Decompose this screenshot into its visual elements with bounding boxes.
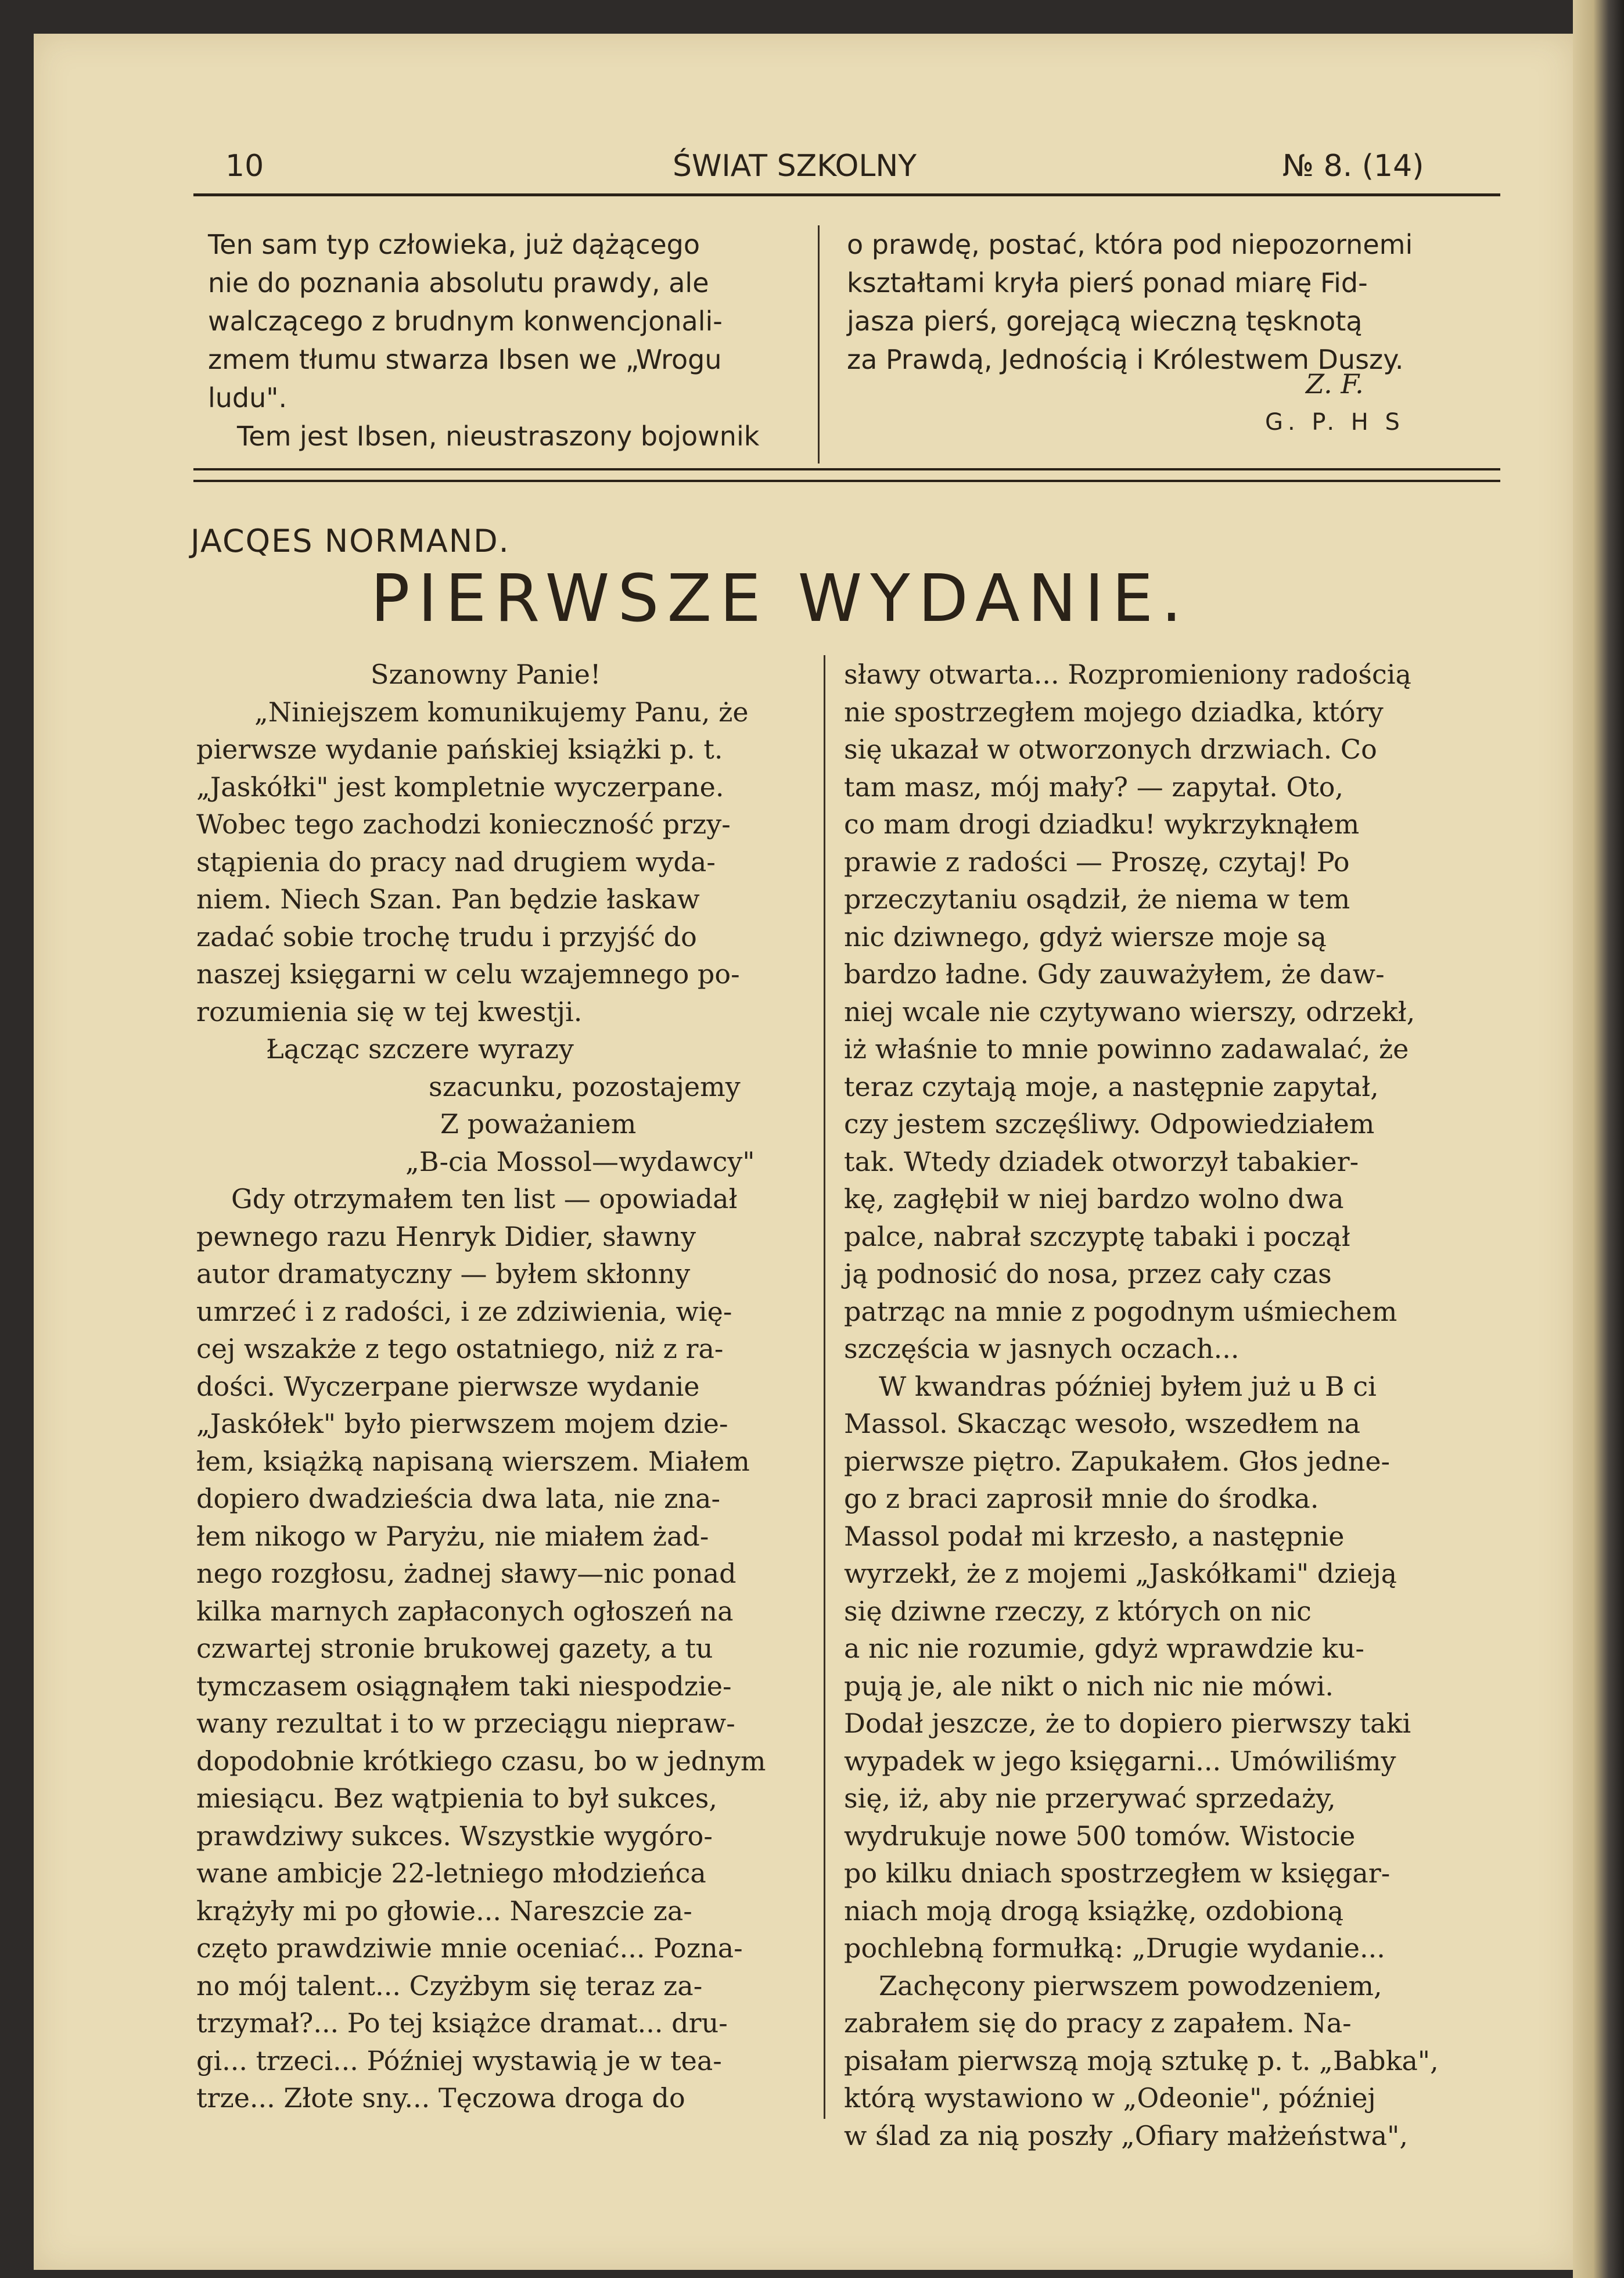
text-line: kształtami kryła pierś ponad miarę Fid- xyxy=(847,267,1368,299)
text-line: Zachęcony pierwszem powodzeniem, xyxy=(879,1970,1382,2002)
text-line: po kilku dniach spostrzegłem w księgar- xyxy=(844,1857,1391,1889)
text-line: palce, nabrał szczyptę tabaki i począł xyxy=(844,1220,1350,1252)
text-line: Wobec tego zachodzi konieczność przy- xyxy=(196,809,731,840)
text-line: w ślad za nią poszły „Ofiary małżeństwa", xyxy=(844,2119,1408,2151)
journal-title: ŚWIAT SZKOLNY xyxy=(673,149,917,184)
text-line: Massol podał mi krzesło, a następnie xyxy=(844,1520,1345,1552)
text-line: cej wszakże z tego ostatniego, niż z ra- xyxy=(196,1333,724,1364)
signature-note: G. P. H S xyxy=(1265,409,1404,436)
text-line: dopiero dwadzieścia dwa lata, nie zna- xyxy=(196,1483,720,1514)
text-line: szczęścia w jasnych oczach... xyxy=(844,1333,1239,1364)
text-line: autor dramatyczny — byłem skłonny xyxy=(196,1258,691,1289)
text-line: Łącząc szczere wyrazy xyxy=(266,1033,574,1065)
text-line: zadać sobie trochę trudu i przyjść do xyxy=(196,921,697,953)
text-line: dości. Wyczerpane pierwsze wydanie xyxy=(196,1370,700,1402)
text-line: niej wcale nie czytywano wierszy, odrzekł, xyxy=(844,996,1415,1027)
article-title: PIERWSZE WYDANIE. xyxy=(371,561,1190,637)
text-line: tak. Wtedy dziadek otworzył tabakier- xyxy=(844,1145,1359,1177)
text-line: Ten sam typ człowieka, już dążącego xyxy=(208,229,700,260)
text-line: niach moją drogą książkę, ozdobioną xyxy=(844,1895,1344,1927)
text-line: o prawdę, postać, która pod niepozornemi xyxy=(847,229,1413,260)
text-line: Dodał jeszcze, że to dopiero pierwszy taki xyxy=(844,1708,1411,1739)
text-line: prawdziwy sukces. Wszystkie wygóro- xyxy=(196,1820,713,1852)
issue-number: № 8. (14) xyxy=(1282,149,1424,184)
text-line: no mój talent... Czyżbym się teraz za- xyxy=(196,1970,703,2002)
text-line: co mam drogi dziadku! wykrzyknąłem xyxy=(844,809,1360,840)
text-line: miesiącu. Bez wątpienia to był sukces, xyxy=(196,1783,717,1814)
text-line: sławy otwarta... Rozpromieniony radością xyxy=(844,659,1411,690)
text-line: nego rozgłosu, żadnej sławy—nic ponad xyxy=(196,1558,736,1589)
text-line: częto prawdziwie mnie oceniać... Pozna- xyxy=(196,1932,743,1964)
text-line: zmem tłumu stwarza Ibsen we „Wrogu xyxy=(208,344,722,375)
text-line: wany rezultat i to w przeciągu niepraw- xyxy=(196,1708,735,1739)
text-line: ją podnosić do nosa, przez cały czas xyxy=(844,1258,1332,1289)
text-line: pierwsze wydanie pańskiej książki p. t. xyxy=(196,734,723,765)
text-line: wane ambicje 22-letniego młodzieńca xyxy=(196,1857,706,1889)
text-line: Szanowny Panie! xyxy=(371,659,601,690)
text-line: pierwsze piętro. Zapukałem. Głos jedne- xyxy=(844,1445,1391,1477)
text-line: Massol. Skacząc wesoło, wszedłem na xyxy=(844,1408,1361,1439)
text-line: nic dziwnego, gdyż wiersze moje są xyxy=(844,921,1327,953)
page-number: 10 xyxy=(225,149,264,184)
text-line: kę, zagłębił w niej bardzo wolno dwa xyxy=(844,1183,1344,1215)
column-divider xyxy=(818,225,820,463)
text-line: zabrałem się do pracy z zapałem. Na- xyxy=(844,2007,1352,2039)
text-line: teraz czytają moje, a następnie zapytał, xyxy=(844,1070,1379,1102)
header-rule xyxy=(193,193,1500,196)
section-rule-top xyxy=(193,468,1500,470)
text-line: się, iż, aby nie przerywać sprzedaży, xyxy=(844,1783,1336,1814)
signature: Z. F. xyxy=(1306,368,1364,400)
text-line: pochlebną formułką: „Drugie wydanie... xyxy=(844,1932,1385,1964)
text-line: W kwandras później byłem już u B ci xyxy=(879,1370,1377,1402)
text-line: gi... trzeci... Później wystawią je w tea- xyxy=(196,2045,722,2076)
text-line: którą wystawiono w „Odeonie", później xyxy=(844,2082,1376,2114)
text-line: dopodobnie krótkiego czasu, bo w jednym xyxy=(196,1745,766,1777)
text-line: a nic nie rozumie, gdyż wprawdzie ku- xyxy=(844,1633,1364,1664)
text-line: się ukazał w otworzonych drzwiach. Co xyxy=(844,734,1377,765)
text-line: pewnego razu Henryk Didier, sławny xyxy=(196,1220,696,1252)
text-line: nie spostrzegłem mojego dziadka, który xyxy=(844,696,1384,728)
text-line: prawie z radości — Proszę, czytaj! Po xyxy=(844,846,1350,878)
article-author: JACQES NORMAND. xyxy=(191,523,510,559)
text-line: wyrzekł, że z mojemi „Jaskółkami" dzieją xyxy=(844,1558,1397,1589)
text-line: naszej księgarni w celu wzajemnego po- xyxy=(196,958,740,990)
text-line: „Jaskółki" jest kompletnie wyczerpane. xyxy=(196,771,724,803)
text-line: „B-cia Mossol—wydawcy" xyxy=(405,1145,755,1177)
text-line: tam masz, mój mały? — zapytał. Oto, xyxy=(844,771,1344,803)
text-line: wydrukuje nowe 500 tomów. Wistocie xyxy=(844,1820,1356,1852)
text-line: bardzo ładne. Gdy zauważyłem, że daw- xyxy=(844,958,1385,990)
text-line: czwartej stronie brukowej gazety, a tu xyxy=(196,1633,713,1664)
text-line: walczącego z brudnym konwencjonali- xyxy=(208,306,723,337)
column-divider xyxy=(824,655,825,2119)
text-line: „Jaskółek" było pierwszem mojem dzie- xyxy=(196,1408,728,1439)
text-line: szacunku, pozostajemy xyxy=(429,1070,741,1102)
text-line: „Niniejszem komunikujemy Panu, że xyxy=(254,696,749,728)
text-line: umrzeć i z radości, i ze zdziwienia, wię- xyxy=(196,1295,732,1327)
section-rule-bottom xyxy=(193,480,1500,482)
book-spine xyxy=(1573,0,1624,2278)
text-line: się dziwne rzeczy, z których on nic xyxy=(844,1595,1312,1627)
text-line: stąpienia do pracy nad drugiem wyda- xyxy=(196,846,716,878)
text-line: krążyły mi po głowie... Nareszcie za- xyxy=(196,1895,692,1927)
text-line: patrząc na mnie z pogodnym uśmiechem xyxy=(844,1295,1397,1327)
text-line: rozumienia się w tej kwestji. xyxy=(196,996,583,1027)
text-line: jasza pierś, gorejącą wieczną tęsknotą xyxy=(847,306,1363,337)
text-line: wypadek w jego księgarni... Umówiliśmy xyxy=(844,1745,1396,1777)
text-line: ludu". xyxy=(208,382,288,414)
text-line: Z poważaniem xyxy=(440,1108,637,1140)
text-line: Tem jest Ibsen, nieustraszony bojownik xyxy=(237,421,760,452)
text-line: przeczytaniu osądził, że niema w tem xyxy=(844,883,1350,915)
text-line: trze... Złote sny... Tęczowa droga do xyxy=(196,2082,685,2114)
text-line: iż właśnie to mnie powinno zadawalać, że xyxy=(844,1033,1409,1065)
text-line: Gdy otrzymałem ten list — opowiadał xyxy=(231,1183,738,1215)
text-line: niem. Niech Szan. Pan będzie łaskaw xyxy=(196,883,700,915)
text-line: pisałam pierwszą moją sztukę p. t. „Babka", xyxy=(844,2045,1439,2076)
text-line: nie do poznania absolutu prawdy, ale xyxy=(208,267,709,299)
text-line: łem, książką napisaną wierszem. Miałem xyxy=(196,1445,750,1477)
text-line: trzymał?... Po tej książce dramat... dru- xyxy=(196,2007,728,2039)
text-line: łem nikogo w Paryżu, nie miałem żad- xyxy=(196,1520,709,1552)
text-line: tymczasem osiągnąłem taki niespodzie- xyxy=(196,1670,732,1702)
text-line: czy jestem szczęśliwy. Odpowiedziałem xyxy=(844,1108,1375,1140)
text-line: pują je, ale nikt o nich nic nie mówi. xyxy=(844,1670,1334,1702)
text-line: kilka marnych zapłaconych ogłoszeń na xyxy=(196,1595,734,1627)
text-line: go z braci zaprosił mnie do środka. xyxy=(844,1483,1319,1514)
page xyxy=(34,34,1573,2270)
text-line: za Prawdą, Jednością i Królestwem Duszy. xyxy=(847,344,1404,375)
